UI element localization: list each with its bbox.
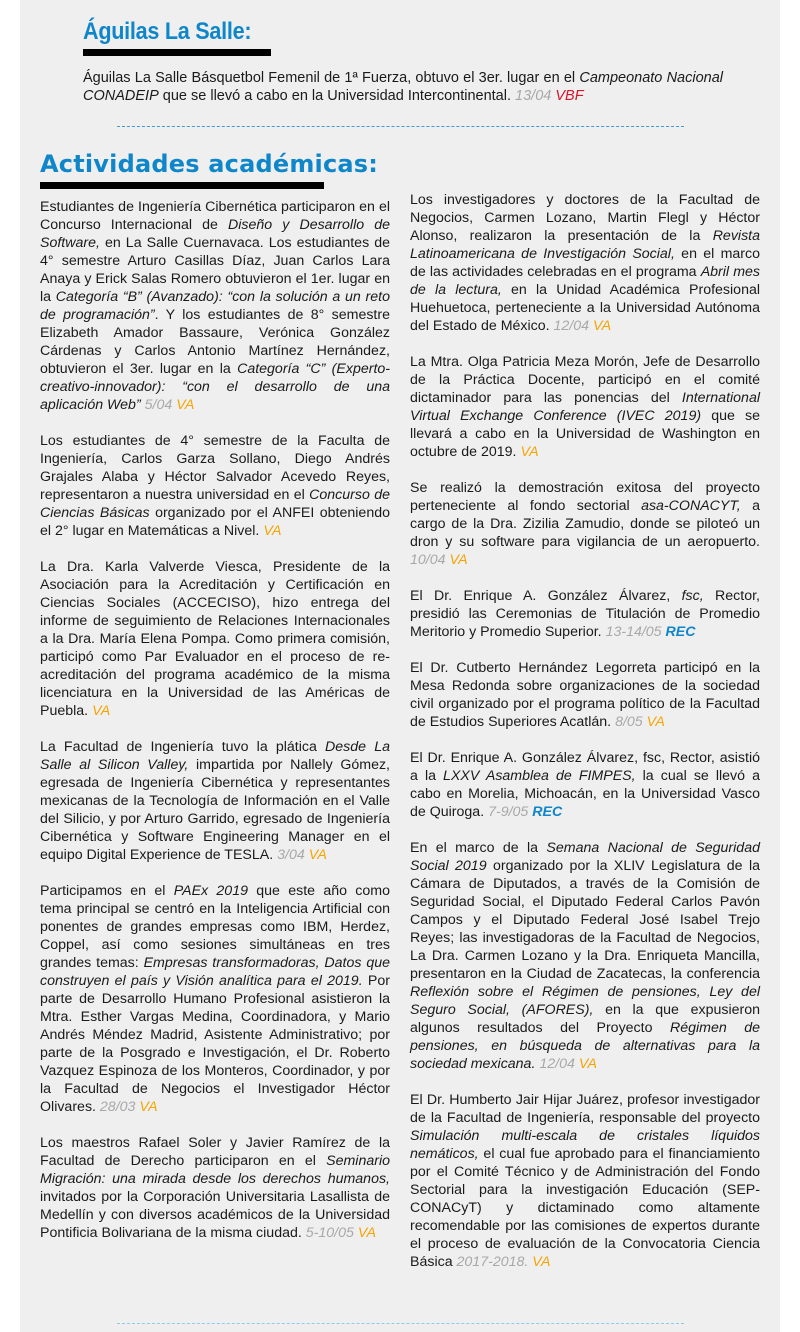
academicas-left-column — [40, 198, 390, 1260]
body-text: Por parte de Desarrollo Humano Profesional asistieron la Mtra. Esther Vargas Medina, Coordinadora, y Mario Andrés Méndez Madrid, Asistente Administrativo; por parte de la Posgrado e Investigación, el Dr. Roberto Vazquez Espinoza de los Monteros, Coordinador, y por la Facultad de Negocios el Investigador Héctor Olivares. — [40, 973, 390, 1115]
body-text: La Dra. Karla Valverde Viesca, Presidente de la Asociación para la Acreditación y Certificación en Ciencias Sociales (ACCECISO), hizo entrega del informe de seguimiento de Relaciones Internacionales a la Dra. María Elena Pompa. Como primera comisión, participó como Par Evaluador en el proceso de re-acreditación del programa académico de la misma licenciatura en la Universidad de las Américas de Puebla. — [40, 559, 390, 719]
news-date: 5/04 — [144, 397, 173, 413]
news-date: 13-14/05 — [605, 624, 662, 640]
body-text: La Mtra. Olga Patricia Meza Morón, Jefe de Desarrollo de la Práctica Docente, participó en el comité dictaminador para las ponencias del — [410, 354, 760, 406]
aguilas-heading: Águilas La Salle: — [83, 18, 252, 45]
academicas-right-column — [410, 191, 760, 1289]
emphasis-text: Campeonato Nacional CONADEIP — [83, 70, 723, 104]
body-text: Los investigadores y doctores de la Facultad de Negocios, Carmen Lozano, Martin Flegl y Héctor Alonso, realizaron la presentación de la — [410, 192, 760, 244]
source-tag: VBF — [555, 88, 584, 104]
emphasis-text: asa-CONACYT, — [641, 498, 741, 514]
body-text: . Y los estudiantes de 8° semestre Elizabeth Amador Bassaure, Verónica González Cárdenas y Carlos Antonio Martínez Hernández, obtuvieron el 3er. lugar en la — [40, 307, 390, 377]
emphasis-text: Desde La Salle al Silicon Valley, — [40, 739, 390, 773]
body-text: organizado por el ANFEI obteniendo el 2° lugar en Matemáticas a Nivel. — [40, 505, 390, 539]
body-text: Se realizó la demostración exitosa del proyecto perteneciente al fondo sectorial — [410, 480, 760, 514]
body-text: impartida por Nallely Gómez, egresada de Ingeniería Cibernética y representantes mexicanas de la Tecnología de Información en el Valle del Silicio, y por Arturo Garrido, egresado de Ingeniería Cibernética y Software Engineering Manager en el equipo Digital Experience de TESLA. — [40, 757, 391, 863]
news-item — [410, 659, 760, 731]
body-text: Los estudiantes de 4° semestre de la Faculta de Ingeniería, Carlos Garza Sollano, Diego Andrés Grajales Alaba y Héctor Salvador Acevedo Reyes, representaron a nuestra universidad en el — [40, 433, 390, 503]
news-item — [40, 738, 390, 864]
source-tag: VA — [578, 1056, 597, 1072]
source-tag: VA — [646, 714, 665, 730]
source-tag: REC — [665, 624, 696, 640]
body-text: El Dr. Enrique A. González Álvarez, fsc, Rector, asistió a la — [410, 750, 760, 784]
news-date: 28/03 — [99, 1099, 136, 1115]
news-date: 12/04 — [553, 318, 590, 334]
academicas-header — [40, 152, 378, 189]
source-tag: VA — [520, 444, 539, 460]
news-item — [410, 587, 760, 641]
news-date: 5-10/05 — [305, 1225, 354, 1241]
news-item — [40, 558, 390, 720]
emphasis-text: Reflexión sobre el Régimen de pensiones, Ley del Seguro Social, (AFORES), — [410, 984, 760, 1018]
news-date: 12/04 — [539, 1056, 575, 1072]
emphasis-text: fsc, — [681, 588, 704, 604]
source-tag: REC — [532, 804, 563, 820]
emphasis-text: Concurso de Ciencias Básicas — [40, 487, 390, 521]
emphasis-text: PAEx 2019 — [173, 883, 248, 899]
news-item — [40, 198, 390, 414]
source-tag: VA — [593, 318, 612, 334]
news-item — [40, 432, 390, 540]
body-text: el cual fue aprobado para el financiamiento por el Comité Técnico y de Administración del Fondo Sectorial para la investigación Educación (SEP-CONACyT) y dictaminado como altamente recomendable por las comisiones de expertos durante el proceso de evaluación de la Convocatoria Ciencia Básica — [410, 1146, 760, 1270]
news-date: 10/04 — [410, 552, 446, 568]
emphasis-text: International Virtual Exchange Conference (IVEC 2019) — [410, 390, 760, 424]
body-text: Los maestros Rafael Soler y Javier Ramírez de la Facultad de Derecho participaron en el — [40, 1135, 390, 1169]
body-text: Águilas La Salle Básquetbol Femenil de 1ª Fuerza, obtuvo el 3er. lugar en el — [83, 70, 580, 86]
body-text: La Facultad de Ingeniería tuvo la plática — [40, 739, 326, 755]
body-text: El Dr. Cutberto Hernández Legorreta participó en la Mesa Redonda sobre organizaciones de la sociedad civil organizado por el programa político de la Facultad de Estudios Superiores Acatlán. — [410, 660, 760, 730]
emphasis-text: Empresas transformadoras, Datos que construyen el país y Visión analítica para el 2019. — [40, 955, 390, 989]
body-text: Participamos en el — [40, 883, 174, 899]
emphasis-text: Seminario Migración: una mirada desde los derechos humanos, — [40, 1153, 390, 1187]
body-text: que se llevó a cabo en la Universidad Intercontinental. — [158, 88, 516, 104]
aguilas-section — [83, 20, 723, 123]
body-text: a cargo de la Dra. Zizilia Zamudio, donde se piloteó un dron y su software para vigilancia de un aeropuerto. — [410, 498, 760, 550]
body-text: invitados por la Corporación Universitaria Lasallista de Medellín y con diversos académicos de la Universidad Pontificia Bolivariana de la misma ciudad. — [40, 1189, 390, 1241]
body-text: en la que expusieron algunos resultados del Proyecto — [410, 1002, 760, 1036]
body-text: organizado por la XLIV Legislatura de la Cámara de Diputados, a través de la Comisión de Seguridad Social, el Diputado Federal Carlos Pavón Campos y el Diputado Federal José Isabel Trejo Reyes; las investigadoras de la Facultad de Negocios, La Dra. Carmen Lozano y la Dra. Enriqueta Mancilla, presentaron en la Ciudad de Zacatecas, la conferencia — [410, 858, 760, 982]
source-tag: VA — [176, 397, 195, 413]
emphasis-text: Abril mes de la lectura, — [410, 264, 760, 298]
news-item — [410, 1091, 760, 1271]
emphasis-text: Categoría “B” (Avanzado): “con la solución a un reto de programación” — [40, 289, 391, 323]
emphasis-text: Revista Latinoamericana de Investigación Social, — [410, 228, 760, 262]
heading-underline-bar — [83, 49, 271, 56]
body-text: que este año como tema principal se centró en la Inteligencia Artificial con ponentes de grandes empresas como IBM, Herdez, Coppel, así como sesiones simultáneas en tres grandes temas: — [40, 883, 390, 971]
heading-underline-bar — [40, 182, 324, 189]
section-divider-bottom — [117, 1323, 684, 1324]
academicas-heading: Actividades académicas: — [40, 150, 379, 178]
body-text: El Dr. Humberto Jair Hijar Juárez, profesor investigador de la Facultad de Ingeniería, responsable del proyecto — [410, 1092, 760, 1126]
news-item — [410, 191, 760, 335]
news-date: 13/04 — [515, 88, 552, 104]
emphasis-text: LXXV Asamblea de FIMPES, — [443, 768, 636, 784]
news-date: 2017-2018. — [456, 1254, 529, 1270]
emphasis-text: Semana Nacional de Seguridad Social 2019 — [410, 840, 760, 874]
source-tag: VA — [532, 1254, 551, 1270]
body-text: Rector, presidió las Ceremonias de Titulación de Promedio Meritorio y Promedio Superior. — [410, 588, 760, 640]
news-date: 3/04 — [277, 847, 305, 863]
source-tag: VA — [139, 1099, 158, 1115]
body-text: En el marco de la — [410, 840, 547, 856]
source-tag: VA — [308, 847, 327, 863]
body-text: Estudiantes de Ingeniería Cibernética participaron en el Concurso Internacional de — [40, 199, 390, 233]
aguilas-news-item — [83, 69, 723, 105]
body-text: en La Salle Cuernavaca. Los estudiantes de 4° semestre Arturo Casillas Díaz, Juan Carlos Lara Anaya y Erick Salas Romero obtuvieron el 1er. lugar en la — [40, 235, 390, 305]
body-text: que se llevará a cabo en la Universidad de Washington en octubre de 2019. — [410, 408, 760, 460]
emphasis-text: Simulación multi-escala de cristales líquidos nemáticos, — [410, 1128, 760, 1162]
news-item — [410, 839, 760, 1073]
section-divider — [117, 126, 684, 127]
source-tag: VA — [92, 703, 111, 719]
emphasis-text: Diseño y Desarrollo de Software, — [40, 217, 390, 251]
emphasis-text: Régimen de pensiones, en búsqueda de alternativas para la sociedad mexicana. — [410, 1020, 760, 1072]
news-item — [410, 353, 760, 461]
source-tag: VA — [263, 523, 282, 539]
body-text: en el marco de las actividades celebradas en el programa — [410, 246, 760, 280]
news-item — [410, 749, 760, 821]
source-tag: VA — [449, 552, 468, 568]
emphasis-text: Categoría “C” (Experto-creativo-innovador): “con el desarrollo de una aplicación Web” — [40, 361, 391, 413]
news-item — [40, 882, 390, 1116]
source-tag: VA — [357, 1225, 376, 1241]
body-text: El Dr. Enrique A. González Álvarez, — [410, 588, 682, 604]
news-date: 7-9/05 — [488, 804, 529, 820]
news-date: 8/05 — [615, 714, 643, 730]
news-item — [40, 1134, 390, 1242]
news-item — [410, 479, 760, 569]
body-text: la cual se llevó a cabo en Morelia, Michoacán, en la Universidad Vasco de Quiroga. — [410, 768, 760, 820]
body-text: en la Unidad Académica Profesional Huehuetoca, perteneciente a la Universidad Autónoma del Estado de México. — [410, 282, 761, 334]
